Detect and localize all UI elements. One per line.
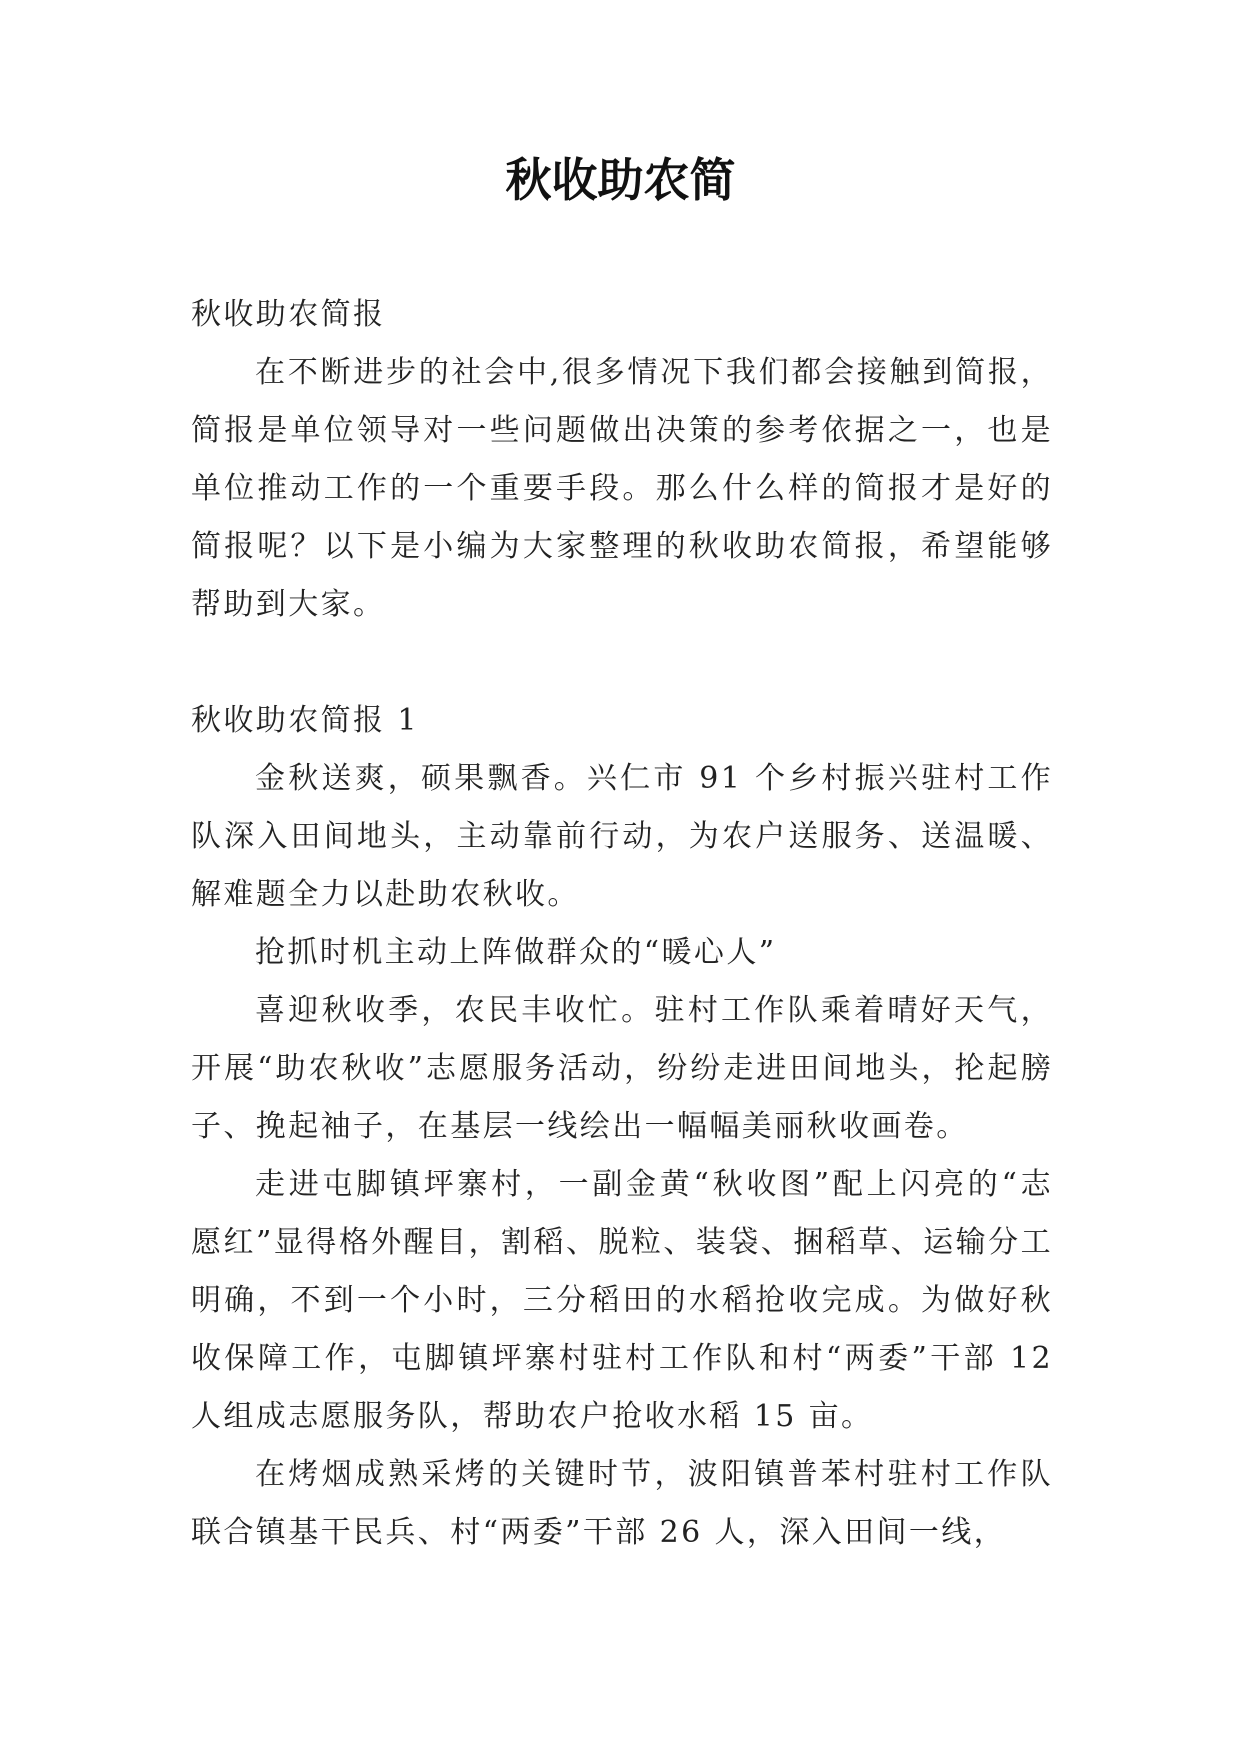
intro-paragraph: 在不断进步的社会中,很多情况下我们都会接触到简报，简报是单位领导对一些问题做出决策的参考依据之一，也是单位推动工作的一个重要手段。那么什么样的简报才是好的简报呢？以下是小编为大家整理的秋收助农简报，希望能够帮助到大家。 — [191, 355, 1053, 622]
body-paragraph: 喜迎秋收季，农民丰收忙。驻村工作队乘着晴好天气，开展“助农秋收”志愿服务活动，纷纷走进田间地头，抡起膀子、挽起袖子，在基层一线绘出一幅幅美丽秋收画卷。 — [191, 993, 1053, 1144]
body-paragraph: 金秋送爽，硕果飘香。兴仁市 91 个乡村振兴驻村工作队深入田间地头，主动靠前行动，为农户送服务、送温暖、解难题全力以赴助农秋收。 — [191, 761, 1053, 912]
body-paragraph: 走进屯脚镇坪寨村，一副金黄“秋收图”配上闪亮的“志愿红”显得格外醒目，割稻、脱粒、装袋、捆稻草、运输分工明确，不到一个小时，三分稻田的水稻抢收完成。为做好秋收保障工作，屯脚镇坪寨村驻村工作队和村“两委”干部 12 人组成志愿服务队，帮助农户抢收水稻 15 亩。 — [191, 1167, 1053, 1434]
subheading-paragraph: 抢抓时机主动上阵做群众的“暖心人” — [255, 935, 777, 970]
document-subtitle: 秋收助农简报 — [191, 297, 386, 332]
section-spacer — [191, 634, 1053, 692]
body-paragraph: 在烤烟成熟采烤的关键时节，波阳镇普苯村驻村工作队联合镇基干民兵、村“两委”干部 26 人，深入田间一线， — [191, 1457, 1053, 1550]
section-heading: 秋收助农简报 1 — [191, 703, 419, 738]
document-title: 秋收助农简 — [505, 153, 736, 207]
document-body — [191, 286, 1053, 1562]
